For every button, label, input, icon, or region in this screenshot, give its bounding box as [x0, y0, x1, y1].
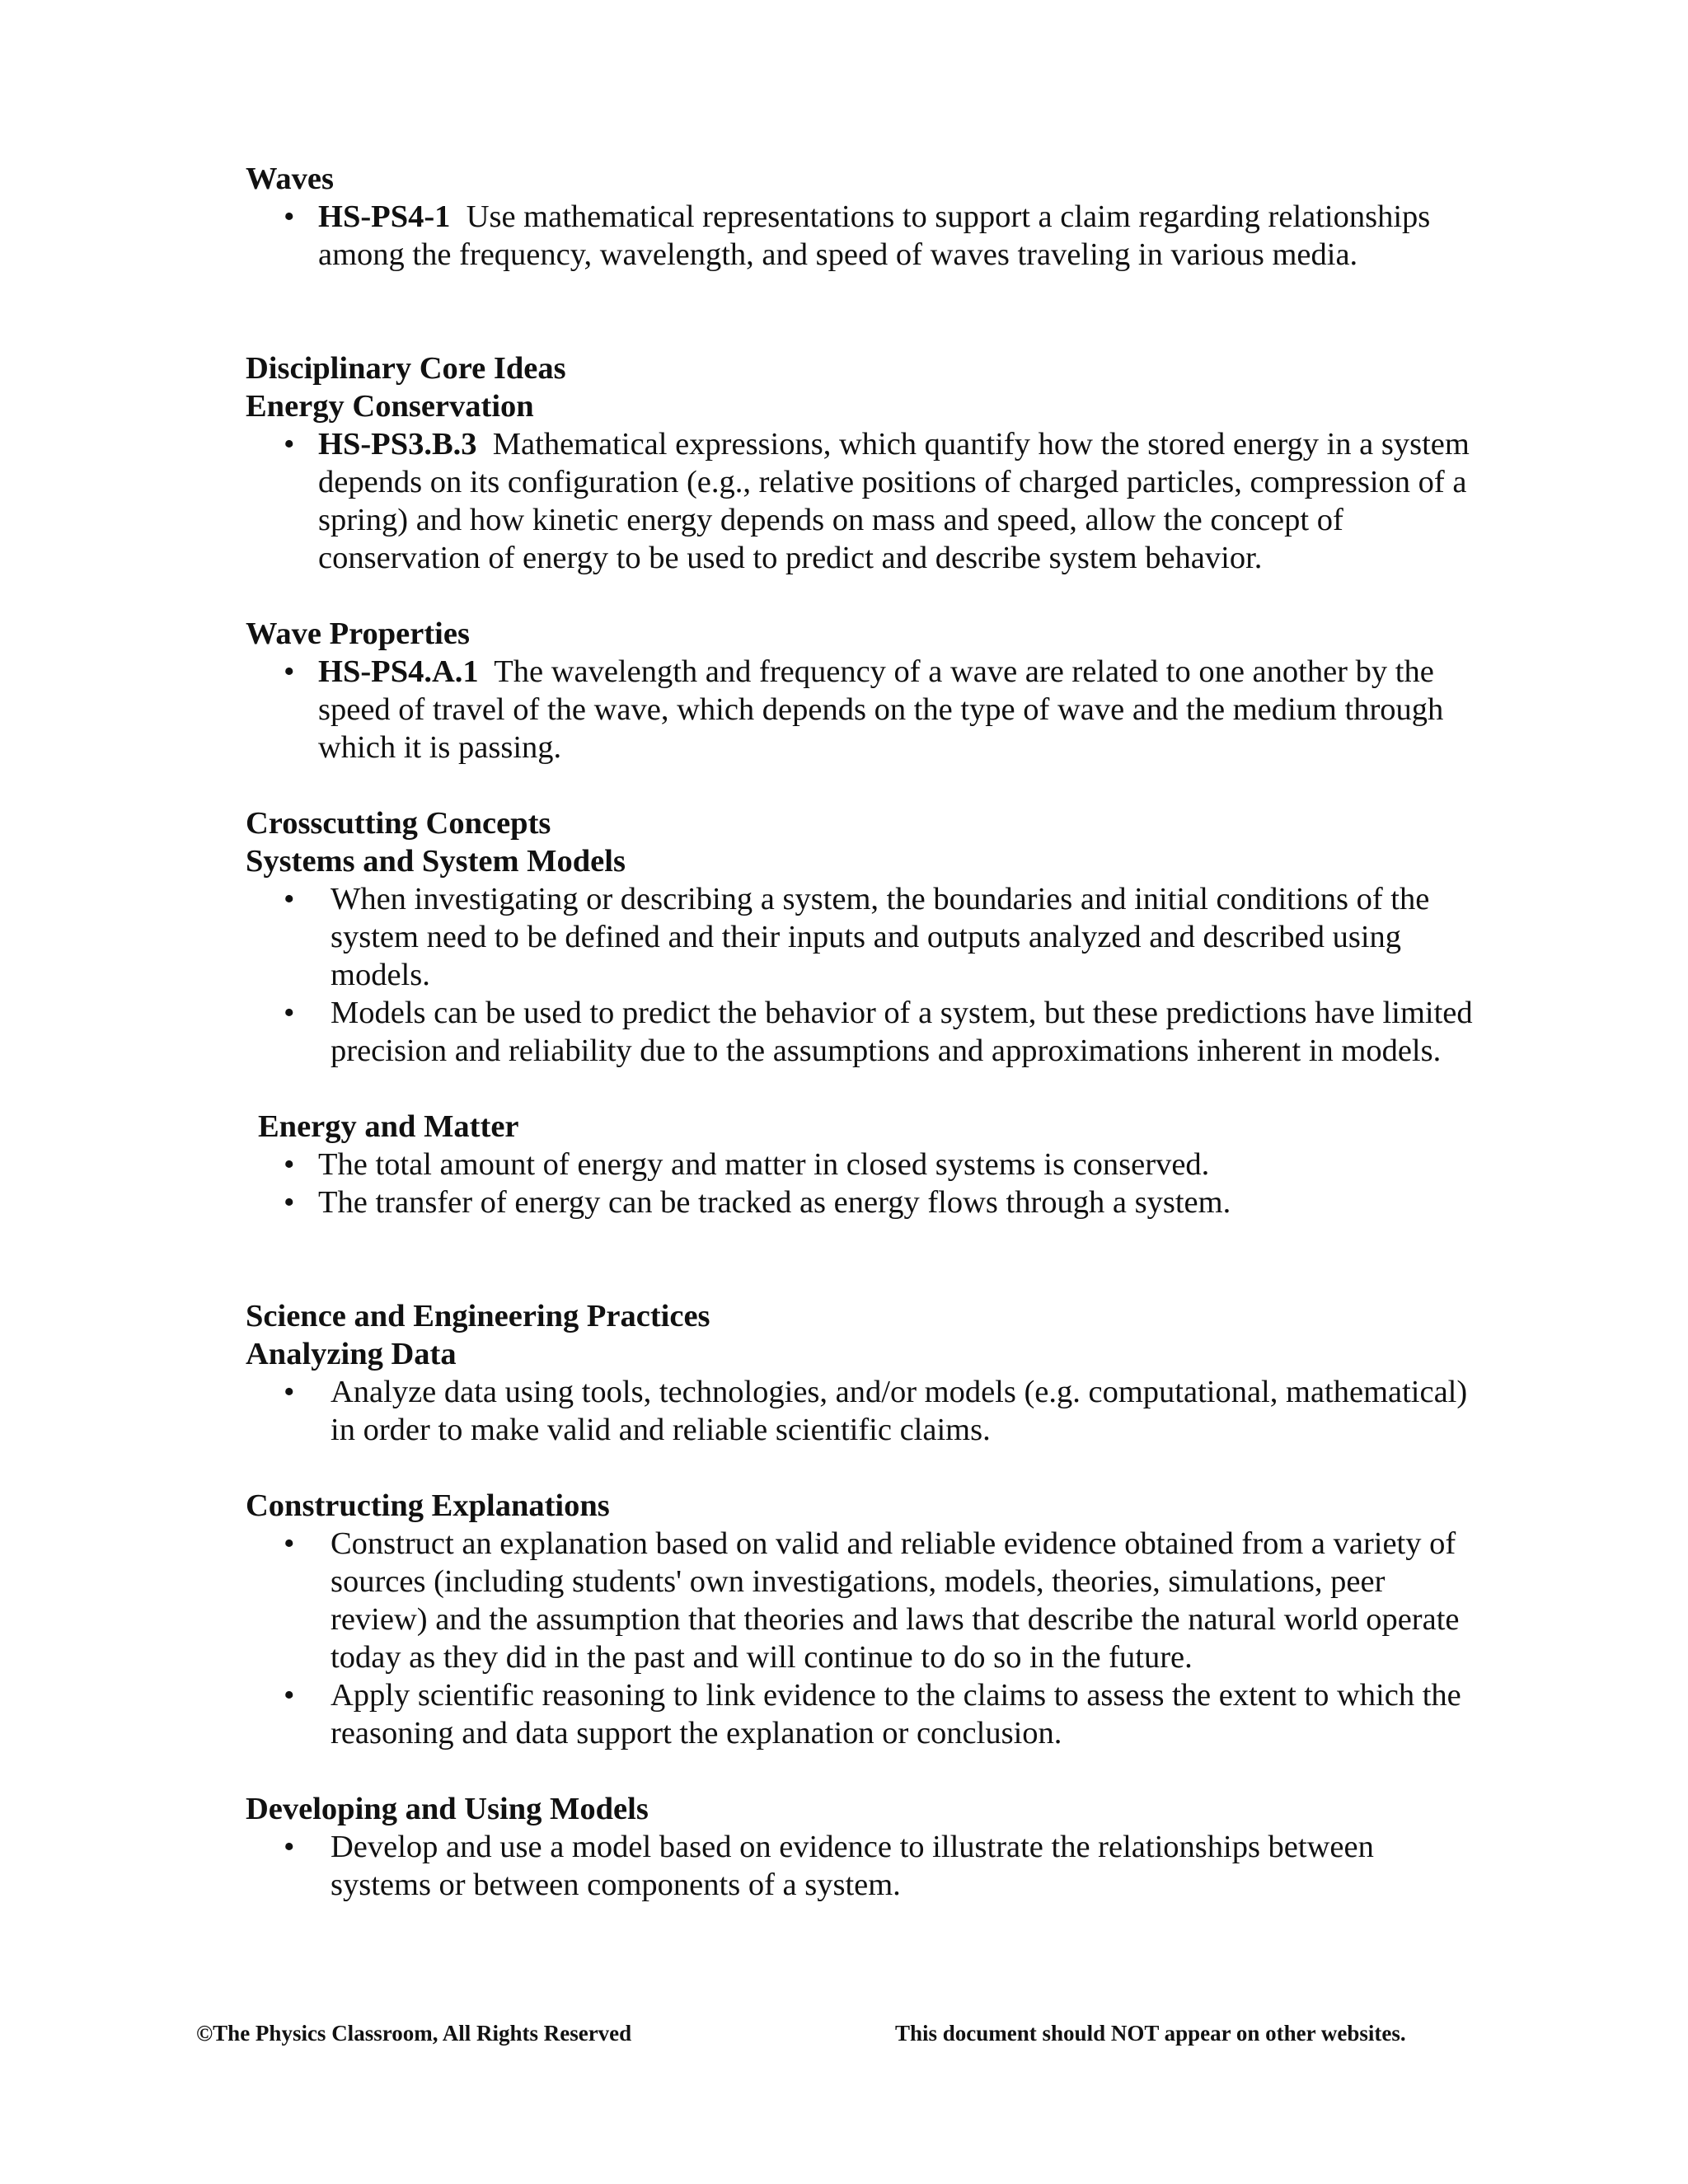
heading-waves: Waves	[246, 162, 334, 196]
list-item: • The total amount of energy and matter in closed systems is conserved.	[246, 1146, 1482, 1183]
standard-text: The wavelength and frequency of a wave are related to one another by the speed of travel of the wave, which depends on the type of wave and the medium through which it is passing.	[318, 654, 1451, 765]
heading-sep: Science and Engineering Practices	[246, 1299, 710, 1333]
heading-systems: Systems and System Models	[246, 844, 626, 879]
list-item	[246, 425, 1482, 577]
standard-text: Mathematical expressions, which quantify how the stored energy in a system depends on its configuration (e.g., relative positions of charged particles, compression of a spring) and how kinetic energy depends on mass and speed, allow the concept of conservation of energy to be used to predict and describe system behavior.	[318, 427, 1478, 575]
list-systems	[246, 880, 1482, 1070]
list-energy-matter	[246, 1146, 1482, 1221]
list-waves	[246, 198, 1482, 274]
standard-code: HS-PS4-1	[318, 199, 451, 234]
heading-energy-conservation: Energy Conservation	[246, 389, 534, 424]
heading-analyzing-data: Analyzing Data	[246, 1337, 457, 1371]
heading-dci: Disciplinary Core Ideas	[246, 351, 566, 386]
heading-wave-properties: Wave Properties	[246, 616, 470, 651]
standard-code: HS-PS3.B.3	[318, 427, 477, 462]
standard-text: Use mathematical representations to support a claim regarding relationships among the frequency, wavelength, and speed of waves traveling in various media.	[318, 199, 1438, 272]
list-item: • Models can be used to predict the behavior of a system, but these predictions have limited precision and reliability due to the assumptions and approximations inherent in models.	[246, 994, 1482, 1070]
list-item	[246, 198, 1482, 274]
list-analyzing-data	[246, 1373, 1482, 1449]
list-item: • The transfer of energy can be tracked as energy flows through a system.	[246, 1183, 1482, 1221]
list-item: • Construct an explanation based on valid and reliable evidence obtained from a variety of sources (including students' own investigations, models, theories, simulations, peer review) and the assumption that theories and laws that describe the natural world operate today as they did in the past and will continue to do so in the future.	[246, 1525, 1482, 1676]
heading-energy-matter: Energy and Matter	[258, 1109, 519, 1144]
list-energy-conservation	[246, 425, 1482, 577]
list-developing-models	[246, 1828, 1482, 1904]
list-item	[246, 653, 1482, 766]
heading-ccc: Crosscutting Concepts	[246, 806, 551, 841]
document-page	[246, 160, 1482, 1904]
list-item: • Analyze data using tools, technologies, and/or models (e.g. computational, mathematical) in order to make valid and reliable scientific claims.	[246, 1373, 1482, 1449]
list-constructing-explanations	[246, 1525, 1482, 1752]
standard-code: HS-PS4.A.1	[318, 654, 479, 689]
footer-notice: This document should NOT appear on other websites.	[895, 2021, 1406, 2046]
list-item: • Develop and use a model based on evidence to illustrate the relationships between systems or between components of a system.	[246, 1828, 1482, 1904]
list-wave-properties	[246, 653, 1482, 766]
footer-copyright: ©The Physics Classroom, All Rights Reserved	[196, 2021, 632, 2046]
list-item: • When investigating or describing a system, the boundaries and initial conditions of the system need to be defined and their inputs and outputs analyzed and described using models.	[246, 880, 1482, 994]
heading-constructing-explanations: Constructing Explanations	[246, 1488, 610, 1523]
list-item: • Apply scientific reasoning to link evidence to the claims to assess the extent to which the reasoning and data support the explanation or conclusion.	[246, 1676, 1482, 1752]
heading-developing-models: Developing and Using Models	[246, 1792, 649, 1826]
